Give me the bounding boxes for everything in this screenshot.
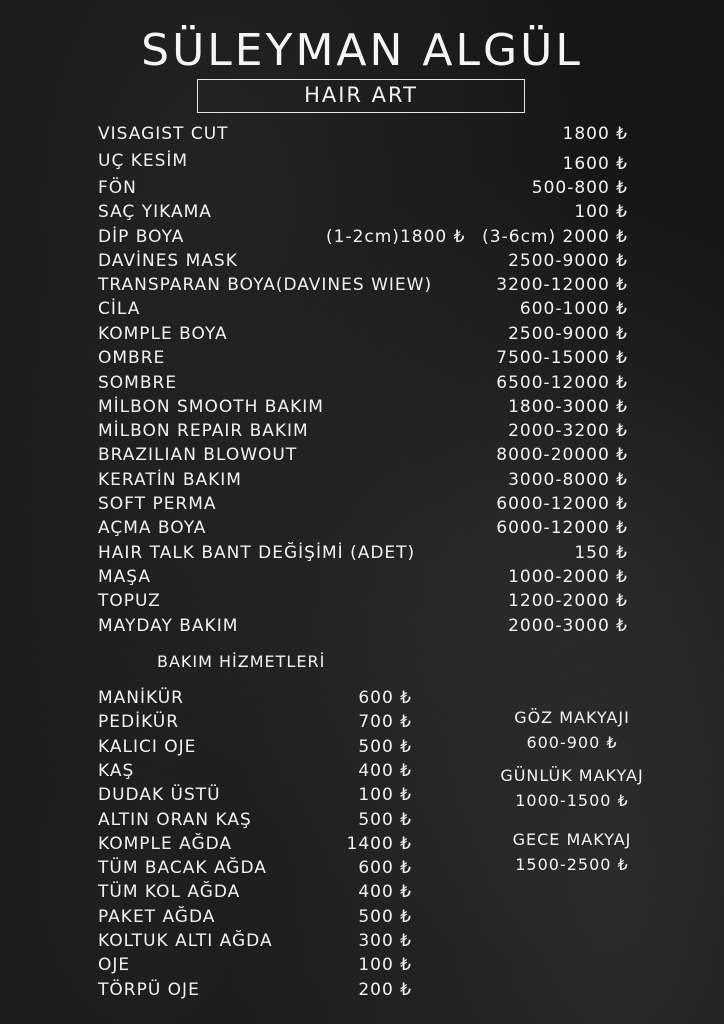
care-row [98, 808, 412, 832]
care-price: 600 ₺ [358, 858, 412, 878]
care-name: TÜM KOL AĞDA [98, 882, 241, 902]
care-price: 1400 ₺ [346, 834, 412, 854]
care-price: 700 ₺ [358, 712, 412, 732]
service-name: SOMBRE [98, 373, 178, 393]
service-row [98, 492, 628, 516]
service-row [98, 541, 628, 565]
service-price: (3-6cm) 2000 ₺ [482, 227, 628, 247]
service-row [98, 614, 628, 638]
care-row [98, 759, 412, 783]
care-row [98, 929, 412, 953]
care-row [98, 783, 412, 807]
care-row [98, 880, 412, 904]
care-name: DUDAK ÜSTÜ [98, 785, 221, 805]
service-name: TOPUZ [98, 591, 161, 611]
service-row [98, 516, 628, 540]
service-price: 2000-3200 ₺ [508, 421, 628, 441]
service-row [98, 176, 628, 200]
care-name: KAŞ [98, 761, 135, 781]
service-name: DAVİNES MASK [98, 251, 238, 271]
service-row [98, 419, 628, 443]
subtitle-box [197, 79, 525, 113]
service-name: MİLBON REPAIR BAKIM [98, 421, 309, 441]
subtitle: HAIR ART [304, 83, 418, 107]
service-row [98, 468, 628, 492]
care-row [98, 978, 412, 1002]
service-price: 2500-9000 ₺ [508, 251, 628, 271]
care-section-heading: BAKIM HİZMETLERİ [157, 652, 326, 671]
service-row [98, 200, 628, 224]
care-row [98, 686, 412, 710]
care-price: 200 ₺ [358, 980, 412, 1000]
care-price: 400 ₺ [358, 882, 412, 902]
service-price: 500-800 ₺ [531, 178, 628, 198]
makeup-name: GECE MAKYAJ [512, 830, 632, 849]
care-row [98, 953, 412, 977]
service-row [98, 149, 628, 173]
service-row [98, 322, 628, 346]
service-name: AÇMA BOYA [98, 518, 207, 538]
service-price: 6000-12000 ₺ [496, 518, 628, 538]
service-name: TRANSPARAN BOYA(DAVINES WIEW) [98, 275, 433, 295]
makeup-name: GÜNLÜK MAKYAJ [500, 766, 644, 785]
care-name: MANİKÜR [98, 688, 184, 708]
service-row [98, 225, 628, 249]
care-row [98, 856, 412, 880]
service-name: KOMPLE BOYA [98, 324, 228, 344]
care-name: KOLTUK ALTI AĞDA [98, 931, 273, 951]
service-name: SOFT PERMA [98, 494, 217, 514]
makeup-price: 600-900 ₺ [526, 733, 618, 752]
care-price: 100 ₺ [358, 955, 412, 975]
care-name: TÜM BACAK AĞDA [98, 858, 267, 878]
care-price: 300 ₺ [358, 931, 412, 951]
service-name: HAIR TALK BANT DEĞİŞİMİ (ADET) [98, 543, 416, 563]
service-row [98, 273, 628, 297]
makeup-price: 1000-1500 ₺ [515, 791, 629, 810]
service-price: 2000-3000 ₺ [508, 616, 628, 636]
service-price: 600-1000 ₺ [519, 299, 628, 319]
service-price: 8000-20000 ₺ [496, 445, 628, 465]
makeup-name: GÖZ MAKYAJI [514, 708, 630, 727]
care-row [98, 710, 412, 734]
care-price: 600 ₺ [358, 688, 412, 708]
service-name: MAŞA [98, 567, 152, 587]
care-name: PAKET AĞDA [98, 907, 216, 927]
service-price: 1200-2000 ₺ [508, 591, 628, 611]
care-price: 100 ₺ [358, 785, 412, 805]
service-name: UÇ KESİM [98, 151, 189, 171]
service-row [98, 395, 628, 419]
care-name: KALICI OJE [98, 737, 197, 757]
service-name: KERATİN BAKIM [98, 470, 242, 490]
service-row [98, 371, 628, 395]
service-price: 1600 ₺ [562, 154, 628, 174]
service-price: 150 ₺ [574, 543, 628, 563]
care-price: 500 ₺ [358, 907, 412, 927]
service-price: 7500-15000 ₺ [496, 348, 628, 368]
service-name: MAYDAY BAKIM [98, 616, 239, 636]
service-row [98, 346, 628, 370]
care-price: 500 ₺ [358, 810, 412, 830]
care-name: ALTIN ORAN KAŞ [98, 810, 252, 830]
care-row [98, 832, 412, 856]
service-row [98, 565, 628, 589]
service-name: MİLBON SMOOTH BAKIM [98, 397, 324, 417]
service-name: OMBRE [98, 348, 166, 368]
care-name: PEDİKÜR [98, 712, 180, 732]
service-price: 3200-12000 ₺ [496, 275, 628, 295]
service-name: BRAZILIAN BLOWOUT [98, 445, 298, 465]
service-price: 6500-12000 ₺ [496, 373, 628, 393]
care-price: 400 ₺ [358, 761, 412, 781]
service-price: 1000-2000 ₺ [508, 567, 628, 587]
page-title: SÜLEYMAN ALGÜL [141, 25, 583, 76]
service-price: 6000-12000 ₺ [496, 494, 628, 514]
service-row [98, 122, 628, 146]
care-name: KOMPLE AĞDA [98, 834, 233, 854]
care-name: TÖRPÜ OJE [98, 980, 200, 1000]
service-name: FÖN [98, 178, 137, 198]
care-name: OJE [98, 955, 131, 975]
care-row [98, 735, 412, 759]
service-price: 100 ₺ [574, 202, 628, 222]
service-name: CİLA [98, 299, 141, 319]
service-price: 1800 ₺ [562, 124, 628, 144]
service-name: SAÇ YIKAMA [98, 202, 212, 222]
care-row [98, 905, 412, 929]
service-price: 1800-3000 ₺ [508, 397, 628, 417]
service-price-short: (1-2cm)1800 ₺ [326, 227, 466, 247]
service-row [98, 443, 628, 467]
service-name: DİP BOYA [98, 227, 185, 247]
service-row [98, 297, 628, 321]
service-name: VISAGIST CUT [98, 124, 229, 144]
care-price: 500 ₺ [358, 737, 412, 757]
service-row [98, 589, 628, 613]
makeup-price: 1500-2500 ₺ [515, 855, 629, 874]
service-price: 3000-8000 ₺ [508, 470, 628, 490]
service-row [98, 249, 628, 273]
service-price: 2500-9000 ₺ [508, 324, 628, 344]
